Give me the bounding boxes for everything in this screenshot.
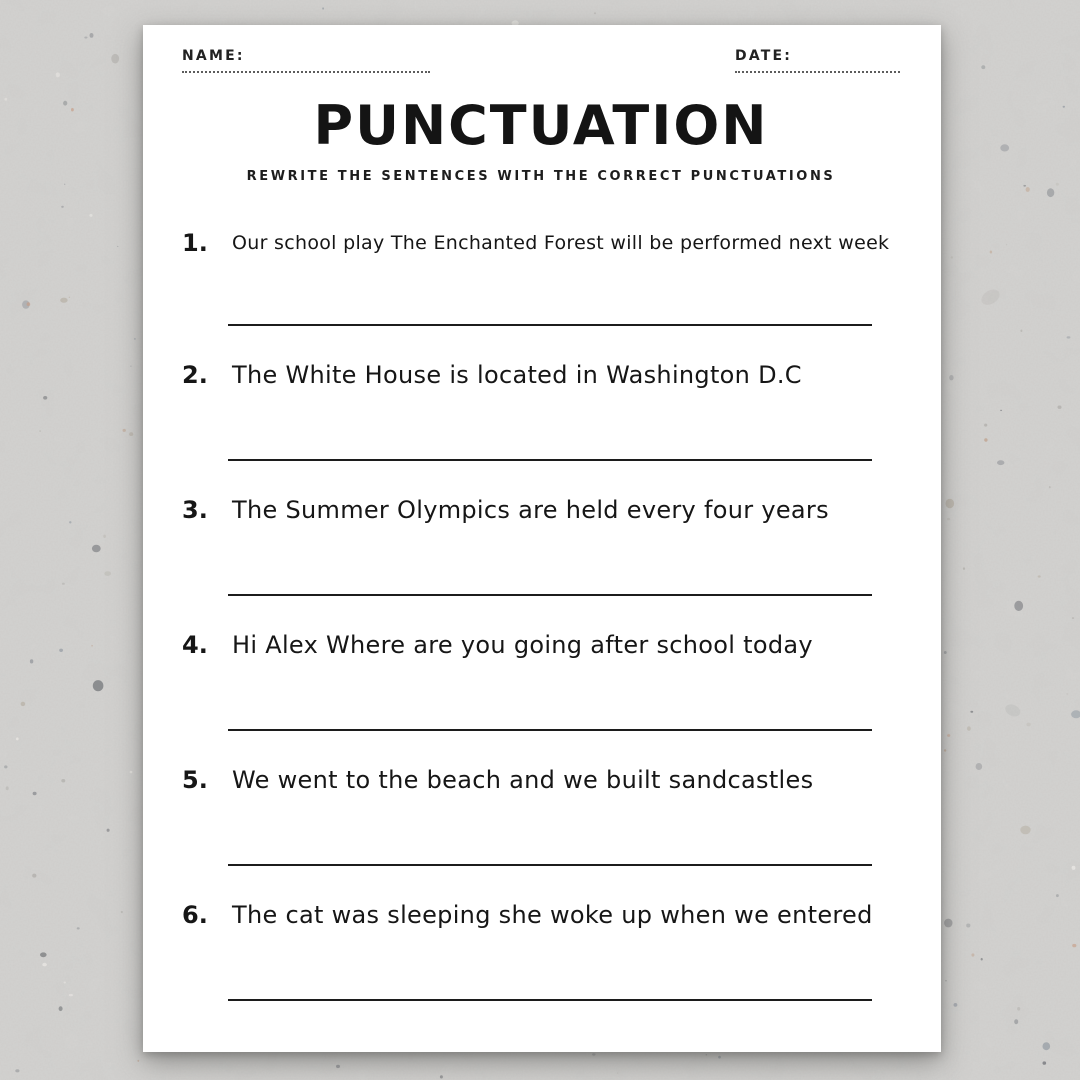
question-number: 4. [182, 631, 208, 660]
question-sentence: The cat was sleeping she woke up when we entered [232, 901, 873, 930]
question-number: 6. [182, 901, 208, 930]
question-sentence: The White House is located in Washington D.C [232, 361, 802, 390]
question-row [182, 765, 900, 796]
worksheet-title: PUNCTUATION [313, 94, 769, 157]
answer-write-line[interactable] [228, 459, 872, 461]
name-write-line[interactable] [182, 71, 430, 73]
worksheet-page [143, 25, 941, 1052]
question-item [182, 900, 900, 1001]
date-field [735, 48, 900, 73]
question-number: 1. [182, 229, 208, 258]
question-number: 5. [182, 766, 208, 795]
question-row [182, 630, 900, 661]
worksheet-header [182, 48, 900, 73]
question-item [182, 230, 900, 326]
question-row [182, 495, 900, 526]
answer-write-line[interactable] [228, 999, 872, 1001]
question-item [182, 765, 900, 866]
name-field [182, 48, 430, 73]
answer-write-line[interactable] [228, 594, 872, 596]
question-row [182, 230, 900, 256]
answer-write-line[interactable] [228, 729, 872, 731]
question-sentence: We went to the beach and we built sandcastles [232, 766, 814, 795]
question-item [182, 630, 900, 731]
question-number: 2. [182, 361, 208, 390]
answer-write-line[interactable] [228, 324, 872, 326]
question-row [182, 360, 900, 391]
question-sentence: Hi Alex Where are you going after school today [232, 631, 813, 660]
worksheet-instructions: REWRITE THE SENTENCES WITH THE CORRECT PUNCTUATIONS [246, 169, 836, 185]
question-list [182, 230, 900, 1001]
answer-write-line[interactable] [228, 864, 872, 866]
question-sentence: The Summer Olympics are held every four years [232, 496, 829, 525]
date-write-line[interactable] [735, 71, 900, 73]
name-label: NAME: [182, 48, 245, 64]
question-item [182, 360, 900, 461]
question-number: 3. [182, 496, 208, 525]
question-item [182, 495, 900, 596]
question-row [182, 900, 900, 931]
question-sentence: Our school play The Enchanted Forest will be performed next week [232, 232, 890, 255]
date-label: DATE: [735, 48, 793, 64]
